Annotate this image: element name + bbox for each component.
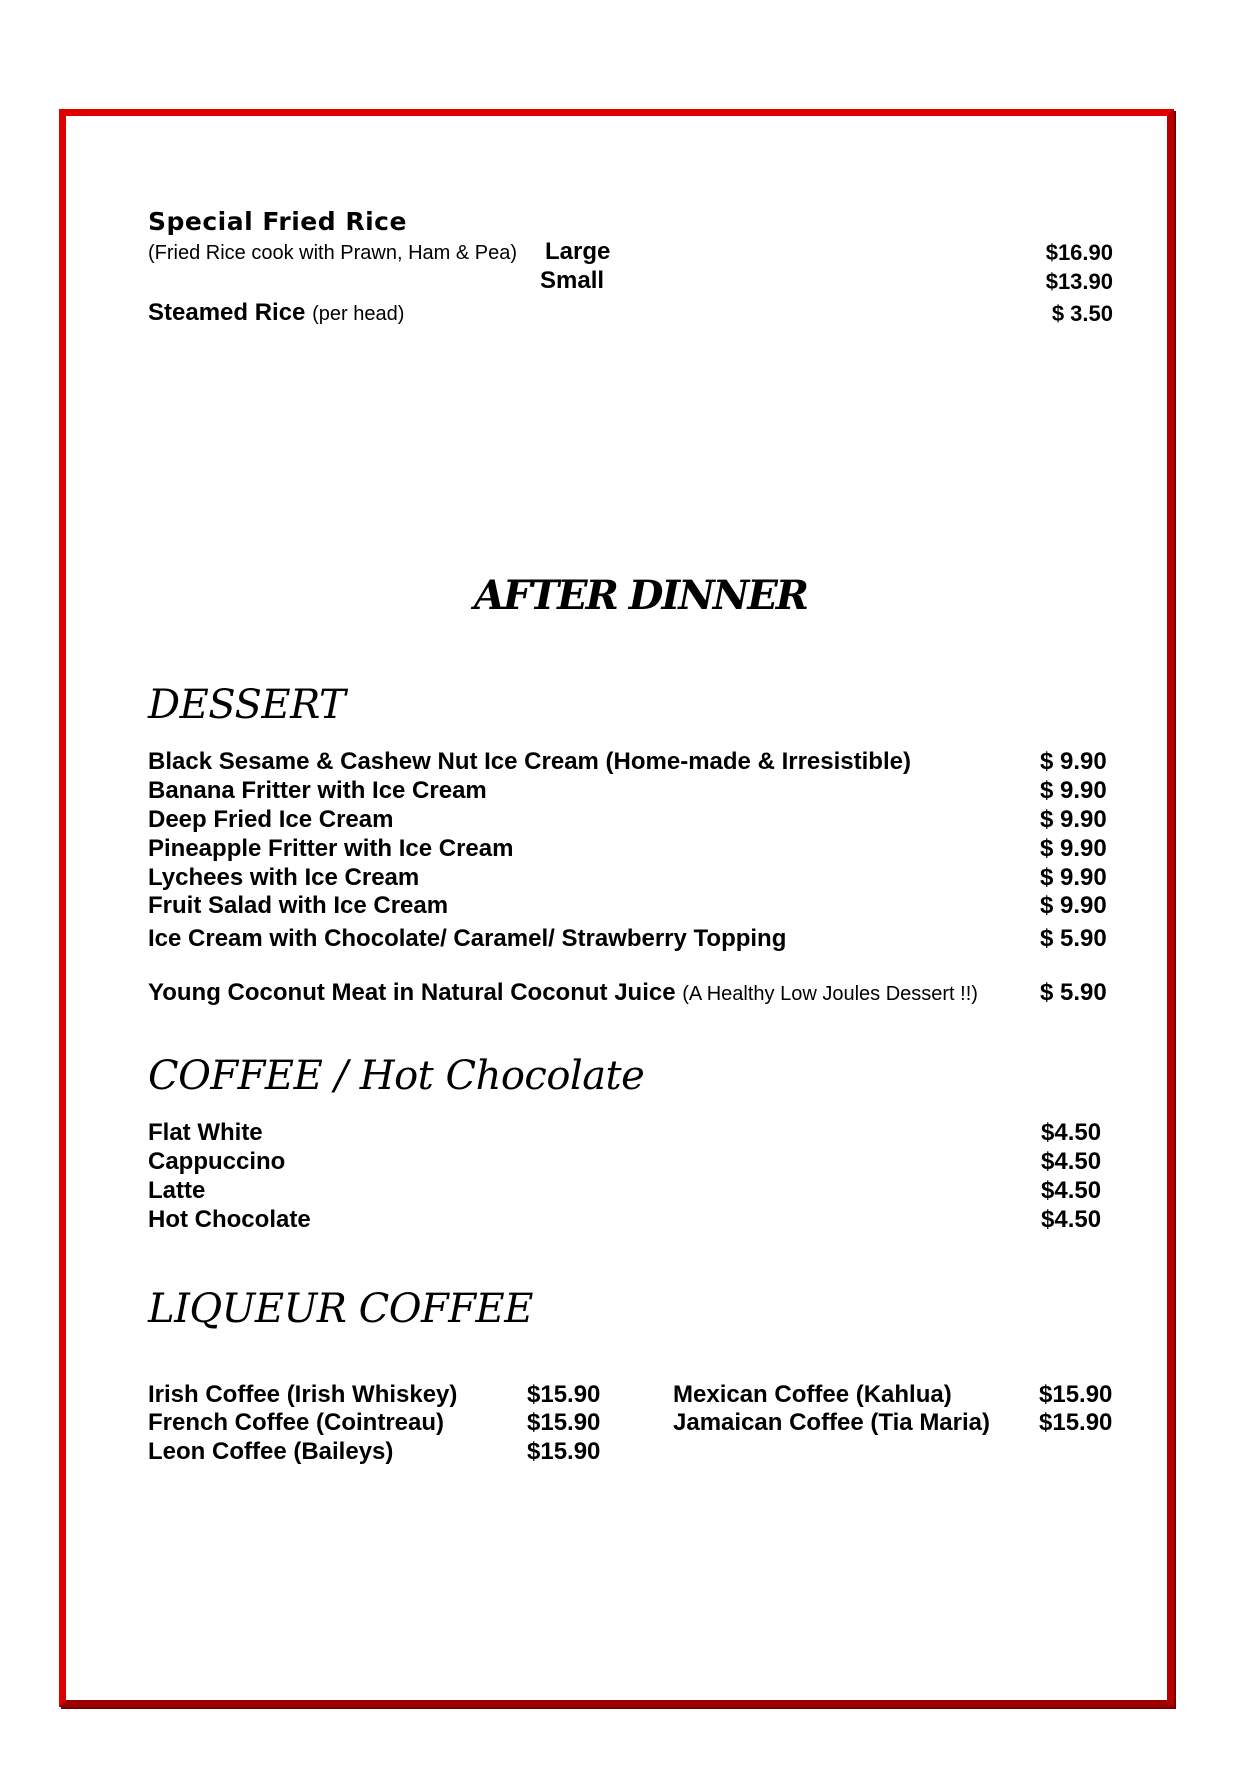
dessert-item-price: $ 5.90 — [1040, 925, 1107, 952]
liqueur-item-name: Irish Coffee (Irish Whiskey) — [148, 1381, 458, 1408]
liqueur-item-name: French Coffee (Cointreau) — [148, 1409, 445, 1436]
coffee-item-price: $4.50 — [1041, 1119, 1102, 1146]
dessert-item-name: Pineapple Fritter with Ice Cream — [148, 835, 514, 862]
small-price: $13.90 — [1045, 269, 1113, 294]
liqueur-item-price: $15.90 — [527, 1409, 601, 1436]
special-fried-rice-name: Special Fried Rice — [148, 207, 407, 236]
coffee-item-name: Cappuccino — [148, 1148, 286, 1175]
coffee-item-price: $4.50 — [1041, 1206, 1102, 1233]
dessert-heading: DESSERT — [148, 682, 346, 728]
coffee-item-name: Hot Chocolate — [148, 1206, 311, 1233]
steamed-rice-price: $ 3.50 — [1051, 301, 1113, 326]
coffee-item-name: Latte — [148, 1177, 206, 1204]
dessert-item-price: $ 9.90 — [1040, 806, 1107, 833]
liqueur-item-name: Jamaican Coffee (Tia Maria) — [673, 1409, 991, 1436]
special-fried-rice-desc: (Fried Rice cook with Prawn, Ham & Pea) — [148, 242, 518, 264]
liqueur-coffee-heading: LIQUEUR COFFEE — [148, 1286, 533, 1332]
coffee-item-price: $4.50 — [1041, 1148, 1102, 1175]
dessert-item-name: Fruit Salad with Ice Cream — [148, 892, 449, 919]
after-dinner-title: AFTER DINNER — [473, 572, 808, 619]
dessert-item-name: Deep Fried Ice Cream — [148, 806, 394, 833]
dessert-item-name: Lychees with Ice Cream — [148, 864, 420, 891]
coffee-item-name: Flat White — [148, 1119, 263, 1146]
liqueur-item-name: Leon Coffee (Baileys) — [148, 1438, 394, 1465]
dessert-item-name: Banana Fritter with Ice Cream — [148, 777, 487, 804]
large-price: $16.90 — [1045, 240, 1113, 265]
dessert-item-price: $ 9.90 — [1040, 777, 1107, 804]
steamed-rice-name: Steamed Rice (per head) — [148, 299, 405, 326]
dessert-item-price: $ 9.90 — [1040, 835, 1107, 862]
dessert-item-price: $ 9.90 — [1040, 864, 1107, 891]
liqueur-item-price: $15.90 — [1039, 1409, 1113, 1436]
coffee-item-price: $4.50 — [1041, 1177, 1102, 1204]
large-size-label: Large — [545, 238, 611, 265]
small-size-label: Small — [540, 267, 605, 294]
dessert-item-price: $ 9.90 — [1040, 892, 1107, 919]
dessert-item-name: Black Sesame & Cashew Nut Ice Cream (Home-made & Irresistible) — [148, 748, 911, 775]
dessert-item-name: Ice Cream with Chocolate/ Caramel/ Strawberry Topping — [148, 925, 787, 952]
liqueur-item-price: $15.90 — [1039, 1381, 1113, 1408]
coffee-heading: COFFEE / Hot Chocolate — [148, 1053, 645, 1099]
dessert-item-price: $ 9.90 — [1040, 748, 1107, 775]
liqueur-item-name: Mexican Coffee (Kahlua) — [673, 1381, 952, 1408]
dessert-item-name: Young Coconut Meat in Natural Coconut Juice (A Healthy Low Joules Dessert !!) — [148, 979, 978, 1006]
liqueur-item-price: $15.90 — [527, 1381, 601, 1408]
dessert-item-price: $ 5.90 — [1040, 979, 1107, 1006]
liqueur-item-price: $15.90 — [527, 1438, 601, 1465]
